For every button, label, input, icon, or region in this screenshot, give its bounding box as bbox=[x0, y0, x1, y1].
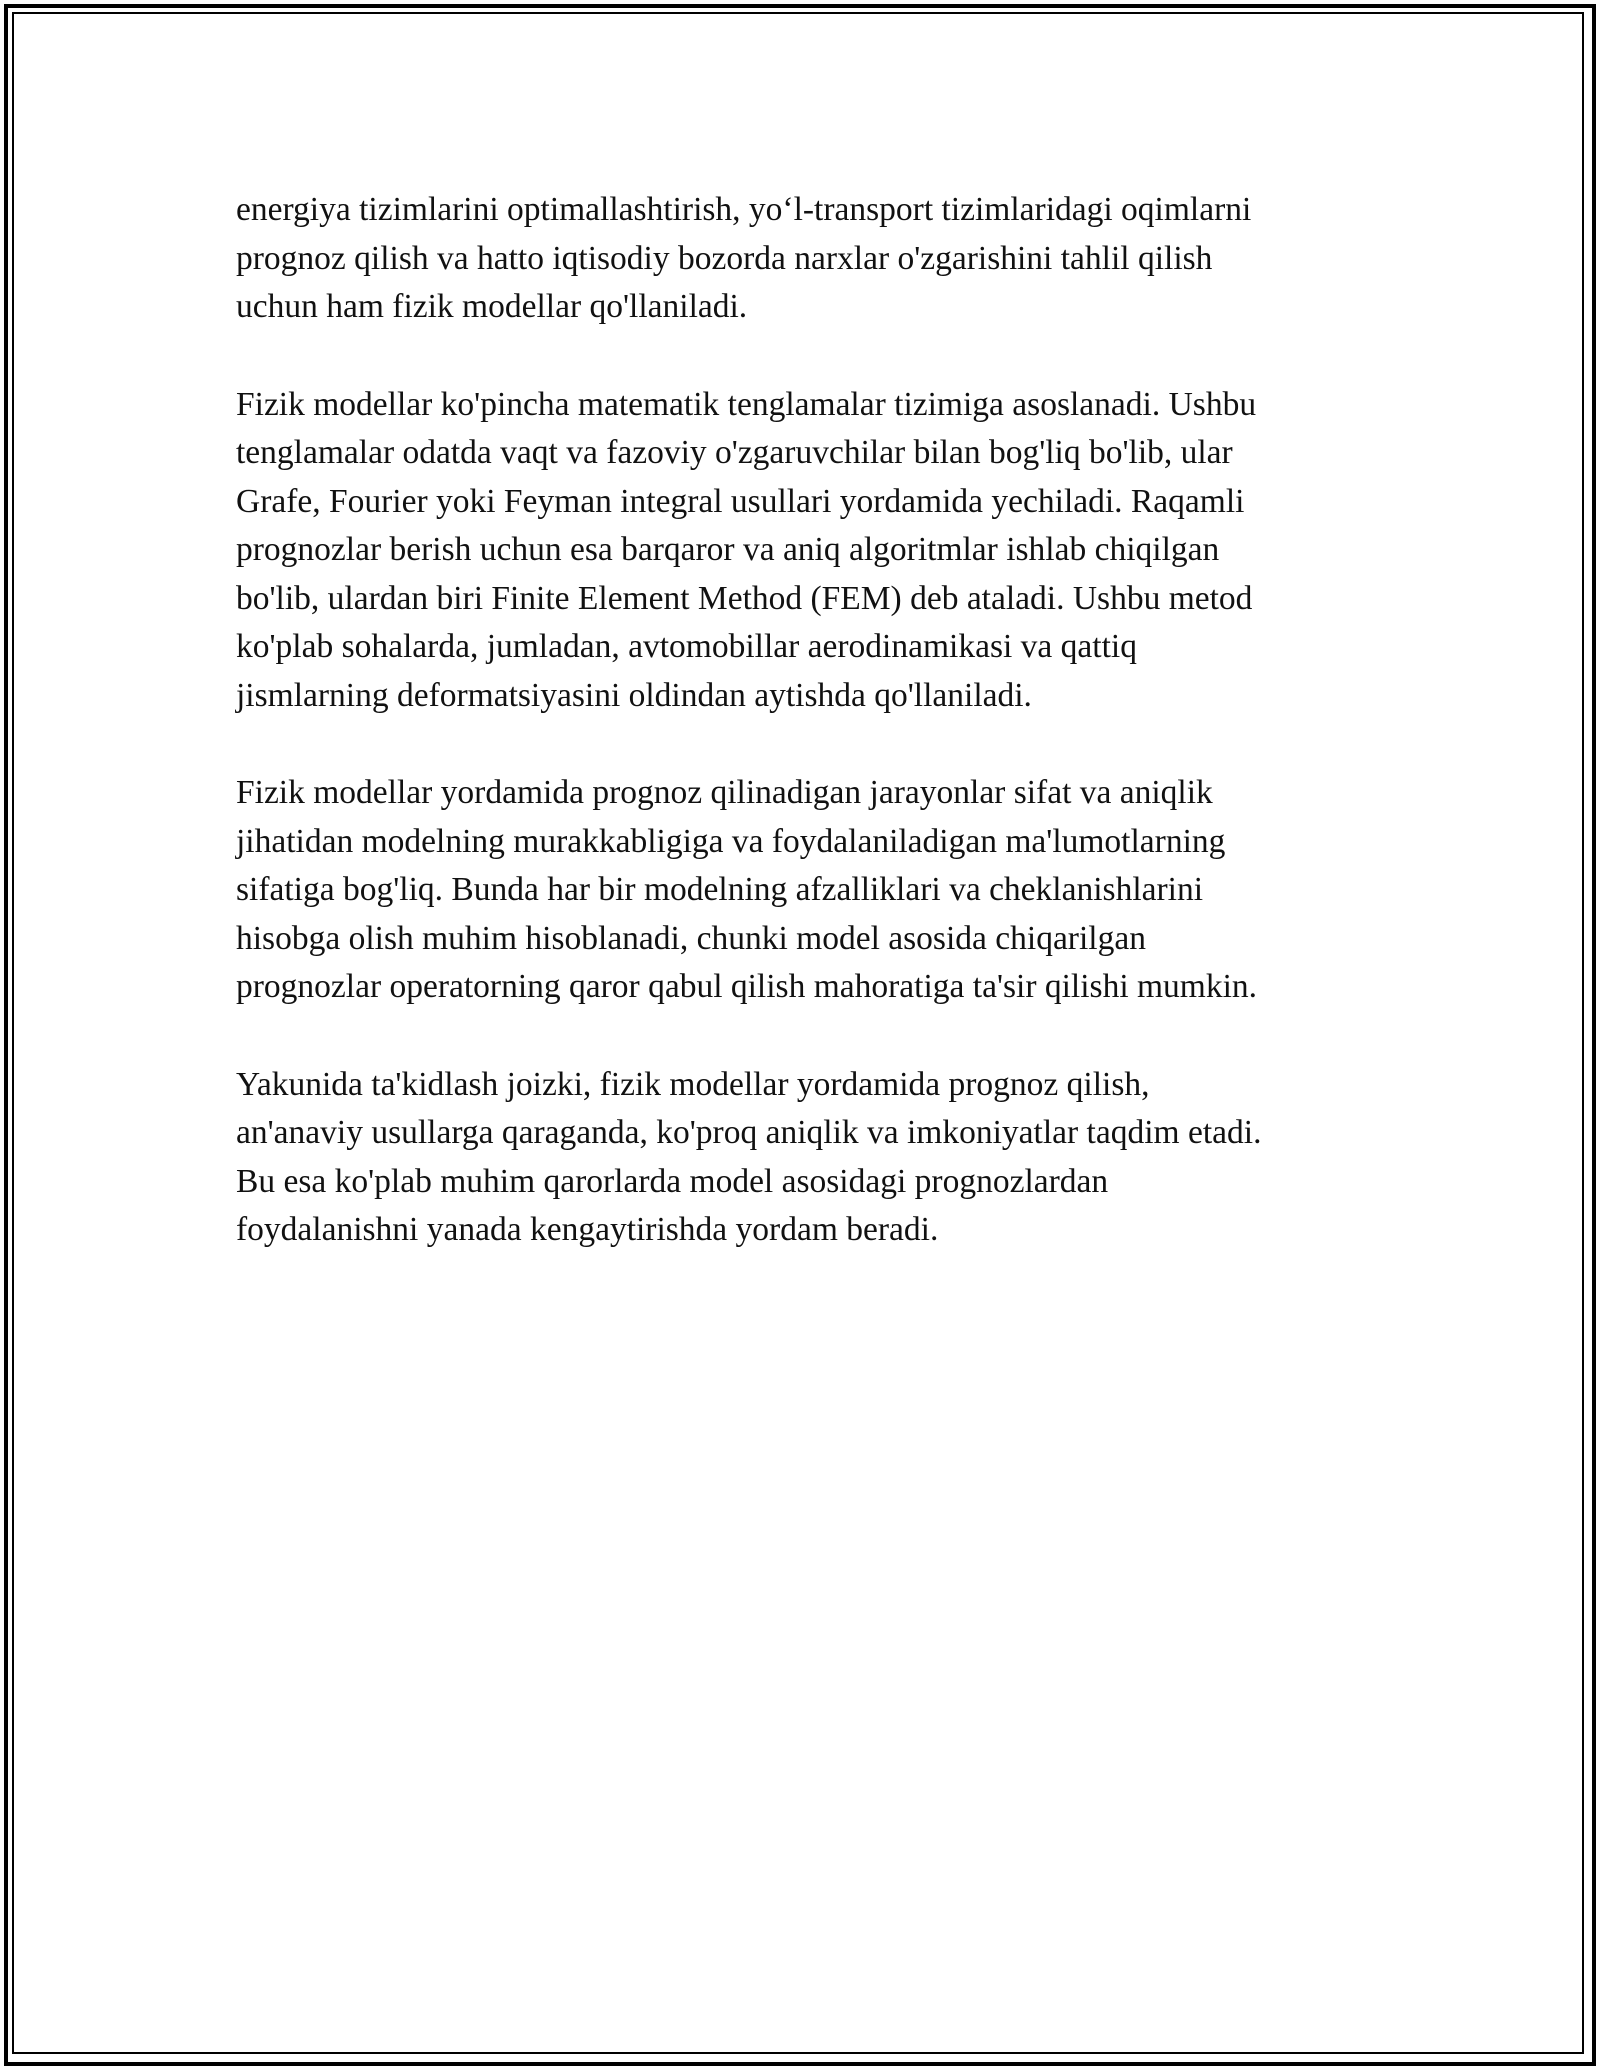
paragraph-line: Yakunida ta'kidlash joizki, fizik modellar yordamida prognoz qilish, bbox=[236, 1065, 1150, 1103]
paragraph-line: tenglamalar odatda vaqt va fazoviy o'zgaruvchilar bilan bog'liq bo'lib, ular bbox=[236, 434, 1233, 471]
paragraph-2 bbox=[236, 381, 1366, 721]
paragraph-line: foydalanishni yanada kengaytirishda yordam beradi. bbox=[236, 1211, 939, 1248]
paragraph-line: prognozlar berish uchun esa barqaror va aniq algoritmlar ishlab chiqilgan bbox=[236, 531, 1220, 568]
paragraph-line: Fizik modellar yordamida prognoz qilinadigan jarayonlar sifat va aniqlik bbox=[236, 774, 1213, 811]
paragraph-line: Fizik modellar ko'pincha matematik tenglamalar tizimiga asoslanadi. Ushbu bbox=[236, 385, 1257, 423]
paragraph-4 bbox=[236, 1061, 1366, 1255]
paragraph-line: jismlarning deformatsiyasini oldindan aytishda qo'llaniladi. bbox=[236, 676, 1032, 714]
paragraph-line: Bu esa ko'plab muhim qarorlarda model asosidagi prognozlardan bbox=[236, 1162, 1109, 1200]
paragraph-line: uchun ham fizik modellar qo'llaniladi. bbox=[236, 288, 748, 325]
paragraph-line: hisobga olish muhim hisoblanadi, chunki model asosida chiqarilgan bbox=[236, 919, 1146, 957]
paragraph-line: sifatiga bog'liq. Bunda har bir modelning afzalliklari va cheklanishlarini bbox=[236, 871, 1204, 908]
paragraph-line: ko'plab sohalarda, jumladan, avtomobillar aerodinamikasi va qattiq bbox=[236, 628, 1137, 665]
paragraph-1 bbox=[236, 186, 1366, 332]
paragraph-line: prognozlar operatorning qaror qabul qilish mahoratiga ta'sir qilishi mumkin. bbox=[236, 968, 1258, 1005]
paragraph-line: prognoz qilish va hatto iqtisodiy bozorda narxlar o'zgarishini tahlil qilish bbox=[236, 239, 1213, 277]
document-body bbox=[236, 186, 1366, 1304]
paragraph-line: bo'lib, ulardan biri Finite Element Method (FEM) deb ataladi. Ushbu metod bbox=[236, 579, 1253, 617]
paragraph-line: jihatidan modelning murakkabligiga va foydalaniladigan ma'lumotlarning bbox=[236, 822, 1226, 860]
paragraph-3 bbox=[236, 769, 1366, 1012]
paragraph-line: an'anaviy usullarga qaraganda, ko'proq aniqlik va imkoniyatlar taqdim etadi. bbox=[236, 1114, 1262, 1151]
paragraph-line: Grafe, Fourier yoki Feyman integral usullari yordamida yechiladi. Raqamli bbox=[236, 482, 1245, 520]
paragraph-line: energiya tizimlarini optimallashtirish, yo‘l-transport tizimlaridagi oqimlarni bbox=[236, 191, 1252, 228]
